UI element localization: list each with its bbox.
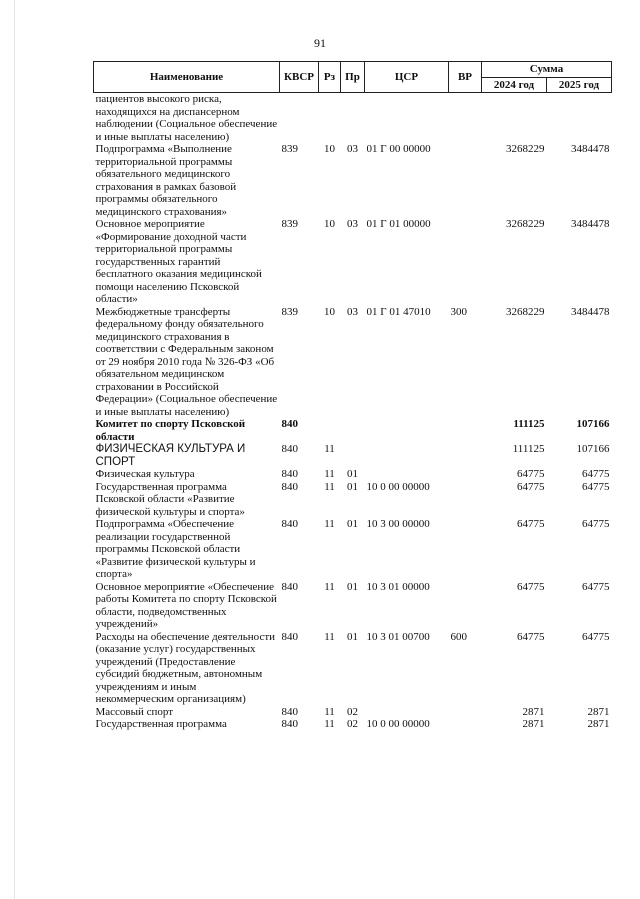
header-pr: Пр <box>341 62 365 93</box>
table-row <box>94 418 612 443</box>
row-sum-2024: 64775 <box>517 518 545 530</box>
row-kvsr <box>280 93 319 144</box>
page-number: 91 <box>314 36 326 50</box>
row-csr <box>365 468 449 481</box>
row-rz: 10 <box>324 218 335 230</box>
row-csr <box>365 93 449 144</box>
row-name: Основное мероприятие «Обеспечение работы Комитета по спорту Псковской области, подведомственных учреждений» <box>95 580 277 630</box>
row-sum-2024: 3268229 <box>506 305 545 318</box>
row-sum-2025: 64775 <box>582 468 610 480</box>
row-vr <box>449 443 482 468</box>
row-name: Расходы на обеспечение деятельности (оказание услуг) государственных учреждений (Предоставление субсидий бюджетным, автономным учреждениям и иным некоммерческим организациям) <box>95 630 276 705</box>
row-rz <box>319 418 341 443</box>
scan-edge-line <box>14 0 15 899</box>
header-name: Наименование <box>94 62 280 93</box>
budget-table <box>93 61 612 731</box>
table-header <box>94 62 612 93</box>
row-csr: 10 0 00 00000 <box>366 718 430 730</box>
row-vr <box>449 418 482 443</box>
row-kvsr: 840 <box>281 580 298 593</box>
row-csr: 01 Г 00 00000 <box>366 143 431 155</box>
row-vr: 600 <box>450 630 467 643</box>
row-sum-2024 <box>482 93 547 144</box>
row-name: Массовый спорт <box>95 705 174 718</box>
row-name: ФИЗИЧЕСКАЯ КУЛЬТУРА И СПОРТ <box>95 443 246 468</box>
row-csr: 01 Г 01 00000 <box>366 218 431 230</box>
row-sum-2024: 3268229 <box>506 143 545 155</box>
row-kvsr: 840 <box>281 718 298 730</box>
row-pr: 01 <box>347 630 358 643</box>
row-sum-2025 <box>547 93 612 144</box>
row-rz: 11 <box>324 630 335 643</box>
row-sum-2025: 2871 <box>587 705 610 718</box>
table-row <box>94 706 612 719</box>
row-name: Физическая культура <box>95 468 195 480</box>
row-rz: 10 <box>324 305 335 318</box>
row-sum-2025: 3484478 <box>571 218 610 230</box>
row-vr <box>449 706 482 719</box>
row-pr: 02 <box>347 705 358 718</box>
row-name: Подпрограмма «Выполнение территориальной программы обязательного медицинского страхования в рамках базовой программы обязательного медицинского страхования» <box>95 143 237 218</box>
table-row <box>94 718 612 731</box>
table-row <box>94 306 612 419</box>
row-kvsr: 840 <box>281 518 298 530</box>
row-csr: 10 3 01 00700 <box>366 630 430 643</box>
row-sum-2024: 111125 <box>512 443 545 455</box>
row-sum-2024: 2871 <box>522 705 545 718</box>
row-csr <box>365 443 449 468</box>
row-sum-2025: 2871 <box>587 718 610 730</box>
row-vr <box>449 93 482 144</box>
row-rz: 11 <box>324 718 335 730</box>
header-sum: Сумма <box>482 62 612 78</box>
row-rz: 11 <box>324 480 335 493</box>
row-pr: 01 <box>347 518 358 530</box>
row-pr: 02 <box>347 718 358 730</box>
row-rz <box>319 93 341 144</box>
row-sum-2025: 64775 <box>582 630 610 643</box>
row-kvsr: 840 <box>281 630 298 643</box>
table-row <box>94 443 612 468</box>
row-name: пациентов высокого риска, находящихся на диспансерном наблюдении (Социальное обеспечение и иные выплаты населению) <box>95 93 278 143</box>
row-sum-2024: 2871 <box>522 718 545 730</box>
header-rz: Рз <box>319 62 341 93</box>
table-row <box>94 143 612 218</box>
row-name: Государственная программа <box>95 718 227 730</box>
table-row <box>94 218 612 306</box>
row-sum-2025: 107166 <box>576 418 610 430</box>
row-vr <box>449 218 482 306</box>
row-kvsr: 840 <box>281 418 298 430</box>
row-sum-2025: 107166 <box>576 443 610 455</box>
row-name: Государственная программа Псковской области «Развитие физической культуры и спорта» <box>95 480 245 518</box>
row-pr: 03 <box>347 143 358 155</box>
table-row <box>94 468 612 481</box>
row-kvsr: 840 <box>281 705 298 718</box>
header-year-2024: 2024 год <box>482 77 547 93</box>
table-row <box>94 581 612 631</box>
header-vr: ВР <box>449 62 482 93</box>
row-csr: 10 3 01 00000 <box>366 580 430 593</box>
row-sum-2025: 64775 <box>582 518 610 530</box>
row-pr <box>341 443 365 468</box>
table-row <box>94 518 612 581</box>
row-kvsr: 840 <box>281 443 298 455</box>
row-pr: 03 <box>347 305 358 318</box>
row-csr <box>365 418 449 443</box>
header-kvsr: КВСР <box>280 62 319 93</box>
row-vr <box>449 581 482 631</box>
row-name: Межбюджетные трансферты федеральному фонду обязательного медицинского страхования в соответствии с Федеральным законом от 29 ноября 2010 года № 326-ФЗ «Об обязательном медицинском страховании в Российской Федерации» (Социальное обеспечение и иные выплаты населению) <box>95 305 278 418</box>
table-row <box>94 481 612 519</box>
row-pr <box>341 418 365 443</box>
row-kvsr: 840 <box>281 480 298 493</box>
row-rz: 11 <box>324 443 335 455</box>
row-vr <box>449 518 482 581</box>
row-sum-2024: 3268229 <box>506 218 545 230</box>
row-pr: 01 <box>347 468 358 480</box>
row-rz: 11 <box>324 580 335 593</box>
row-sum-2024: 64775 <box>517 480 545 493</box>
row-name: Подпрограмма «Обеспечение реализации государственной программы Псковской области «Развитие физической культуры и спорта» <box>95 518 256 580</box>
row-sum-2024: 64775 <box>517 580 545 593</box>
row-sum-2025: 64775 <box>582 480 610 493</box>
row-name: Комитет по спорту Псковской области <box>95 418 246 443</box>
row-sum-2024: 111125 <box>513 418 545 430</box>
row-pr <box>341 93 365 144</box>
row-pr: 01 <box>347 580 358 593</box>
row-sum-2024: 64775 <box>517 468 545 480</box>
row-pr: 03 <box>347 218 358 230</box>
row-name: Основное мероприятие «Формирование доходной части территориальной программы государственных гарантий бесплатного оказания медицинской помощи населению Псковской области» <box>95 218 262 305</box>
table-row <box>94 93 612 144</box>
row-kvsr: 840 <box>281 468 298 480</box>
row-csr: 10 0 00 00000 <box>366 480 430 493</box>
row-kvsr: 839 <box>281 218 298 230</box>
header-csr: ЦСР <box>365 62 449 93</box>
row-vr: 300 <box>450 305 467 318</box>
row-vr <box>449 468 482 481</box>
row-vr <box>449 143 482 218</box>
row-vr <box>449 718 482 731</box>
row-csr: 10 3 00 00000 <box>366 518 430 530</box>
header-year-2025: 2025 год <box>547 77 612 93</box>
row-kvsr: 839 <box>281 143 298 155</box>
row-rz: 11 <box>324 518 335 530</box>
row-sum-2025: 3484478 <box>571 143 610 155</box>
row-sum-2025: 3484478 <box>571 305 610 318</box>
row-rz: 11 <box>324 468 335 480</box>
row-pr: 01 <box>347 480 358 493</box>
row-sum-2024: 64775 <box>517 630 545 643</box>
row-csr: 01 Г 01 47010 <box>366 305 431 318</box>
table-body <box>94 93 612 731</box>
row-csr <box>365 706 449 719</box>
table-row <box>94 631 612 706</box>
row-sum-2025: 64775 <box>582 580 610 593</box>
row-rz: 11 <box>324 705 335 718</box>
row-vr <box>449 481 482 519</box>
row-rz: 10 <box>324 143 335 155</box>
row-kvsr: 839 <box>281 305 298 318</box>
